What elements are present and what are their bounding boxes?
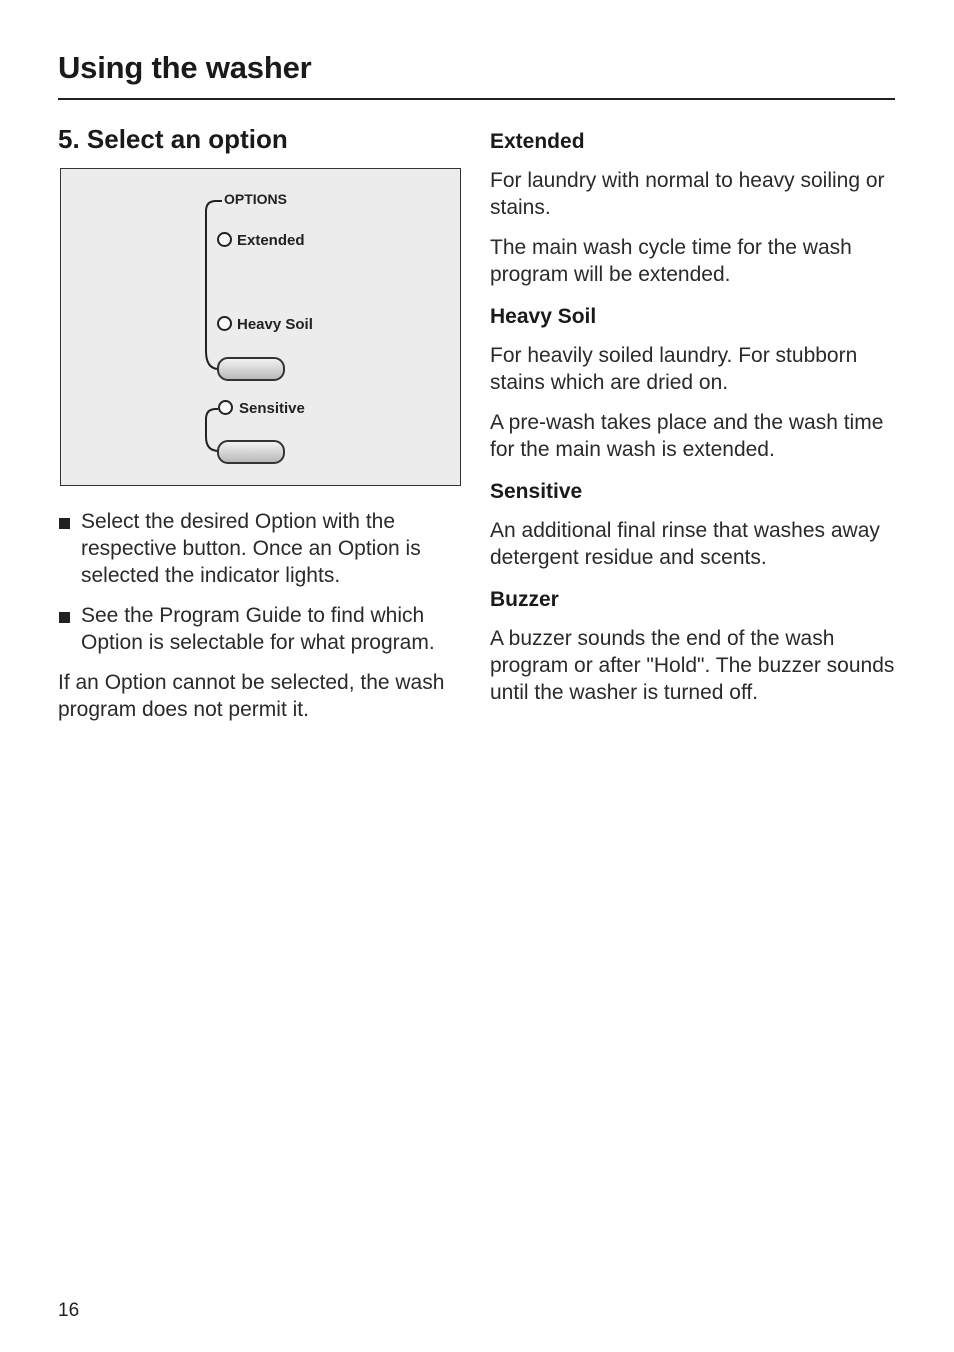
sensitive-indicator-icon: [218, 400, 233, 415]
option-heading: Extended: [490, 130, 585, 153]
options-group-label: OPTIONS: [224, 191, 288, 207]
options-panel-illustration: [60, 168, 461, 486]
title-divider: [58, 98, 895, 100]
option-description-buzzer: [490, 586, 900, 706]
option-paragraph: For laundry with normal to heavy soiling or stains.: [490, 169, 885, 219]
option-description-extended: [490, 128, 900, 288]
instructions-column: [58, 508, 458, 723]
extended-option-label: Extended: [237, 232, 305, 249]
option-description-heavy-soil: [490, 303, 900, 463]
page-title: Using the washer: [58, 50, 312, 85]
page-number: 16: [58, 1300, 80, 1321]
option-heading: Sensitive: [490, 480, 583, 503]
bullet-square-icon: [59, 518, 70, 529]
sensitive-button[interactable]: [217, 440, 285, 464]
list-item: Select the desired Option with the respective button. Once an Option is selected the indicator lights.: [58, 508, 458, 589]
bullet-square-icon: [59, 612, 70, 623]
instructions-note: If an Option cannot be selected, the wash program does not permit it.: [58, 671, 445, 721]
option-paragraph: A buzzer sounds the end of the wash program or after "Hold". The buzzer sounds until the washer is turned off.: [490, 627, 895, 704]
section-heading: 5. Select an option: [58, 124, 288, 154]
option-paragraph: A pre-wash takes place and the wash time for the main wash is extended.: [490, 411, 884, 461]
heavy-soil-option-label: Heavy Soil: [237, 316, 313, 333]
heavy-soil-button[interactable]: [217, 357, 285, 381]
sensitive-option-label: Sensitive: [239, 400, 305, 417]
option-descriptions-column: [490, 128, 900, 721]
option-paragraph: For heavily soiled laundry. For stubborn stains which are dried on.: [490, 344, 858, 394]
heavy-soil-indicator-icon: [217, 316, 232, 331]
option-description-sensitive: [490, 478, 900, 571]
extended-indicator-icon: [217, 232, 232, 247]
option-heading: Buzzer: [490, 588, 559, 611]
list-item: See the Program Guide to find which Option is selectable for what program.: [58, 602, 458, 656]
option-heading: Heavy Soil: [490, 305, 597, 328]
option-paragraph: The main wash cycle time for the wash program will be extended.: [490, 236, 852, 286]
option-paragraph: An additional final rinse that washes away detergent residue and scents.: [490, 519, 880, 569]
